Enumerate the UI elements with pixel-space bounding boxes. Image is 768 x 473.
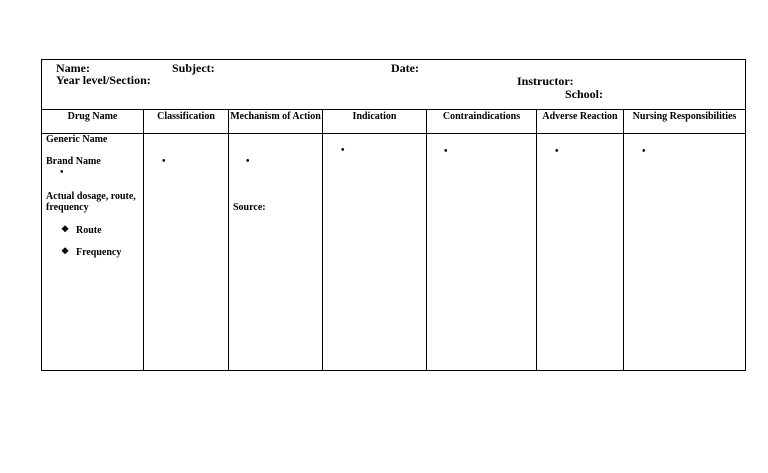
brand-bullet: • <box>60 167 64 178</box>
source-label: Source: <box>233 202 266 213</box>
instructor-label: Instructor: <box>517 74 574 88</box>
nursing-responsibilities-bullet: • <box>642 146 646 157</box>
column-header-indication: Indication <box>323 110 426 134</box>
drug-study-form <box>41 59 746 371</box>
column-header-contraindications: Contraindications <box>427 110 536 134</box>
school-label: School: <box>565 87 604 101</box>
column-header-adverse-reaction: Adverse Reaction <box>537 110 623 134</box>
brand-name-label: Brand Name <box>46 156 101 167</box>
drug-table <box>42 110 745 370</box>
column-adverse-reaction <box>537 110 624 370</box>
column-contraindications <box>427 110 537 370</box>
column-header-drug-name: Drug Name <box>42 110 143 134</box>
year-level-label: Year level/Section: <box>56 73 151 87</box>
column-header-mechanism: Mechanism of Action <box>229 110 322 134</box>
name-label: Name: <box>56 61 90 75</box>
frequency-diamond-icon: ❖ <box>61 246 70 256</box>
dosage-label-line1: Actual dosage, route, <box>46 191 136 202</box>
generic-name-label: Generic Name <box>46 134 108 145</box>
frequency-label: Frequency <box>76 247 122 258</box>
column-mechanism <box>229 110 323 370</box>
column-drug-name <box>42 110 144 370</box>
form-header <box>42 60 745 110</box>
column-classification <box>144 110 229 370</box>
classification-bullet: • <box>162 156 166 167</box>
route-label: Route <box>76 225 102 236</box>
date-label: Date: <box>391 61 419 75</box>
adverse-reaction-bullet: • <box>555 146 559 157</box>
indication-bullet: • <box>341 145 345 156</box>
route-diamond-icon: ❖ <box>61 224 70 234</box>
column-header-classification: Classification <box>144 110 228 134</box>
column-indication <box>323 110 427 370</box>
mechanism-bullet: • <box>246 156 250 167</box>
contraindications-bullet: • <box>444 146 448 157</box>
dosage-label-line2: frequency <box>46 202 89 213</box>
column-header-nursing-responsibilities: Nursing Responsibilities <box>624 110 745 134</box>
subject-label: Subject: <box>172 61 215 75</box>
column-nursing-responsibilities <box>624 110 745 370</box>
